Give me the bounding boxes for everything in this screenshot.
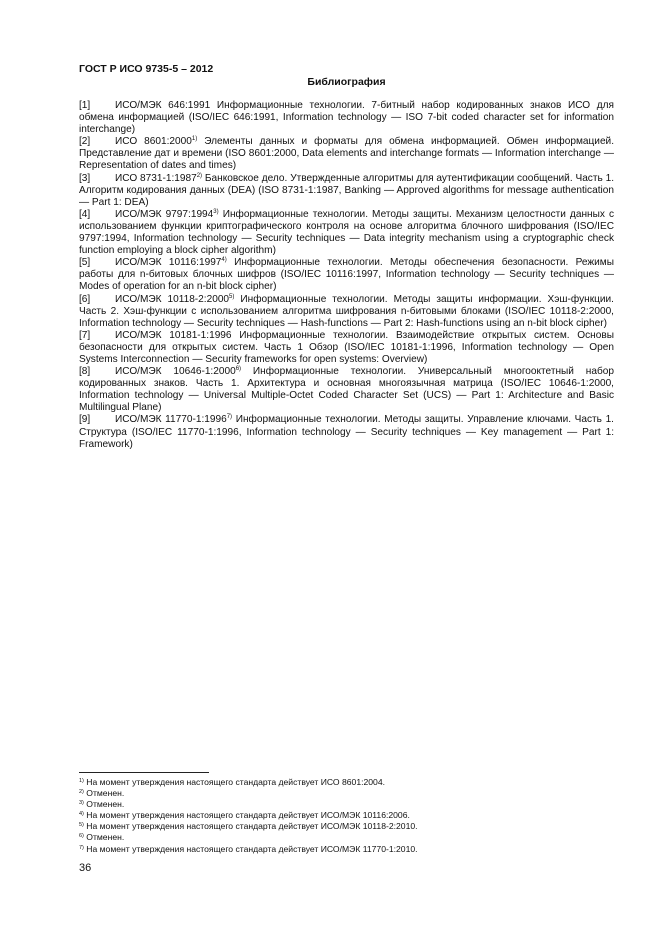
footnote-ref: 4) (221, 257, 227, 264)
footnote-mark: 7) (79, 844, 84, 851)
entry-text: Информационные технологии. Методы защиты. Механизм целостности данных с использованием функции криптографического контроля на основе алгоритма блочного шифрования (ISO/IEC 9797:1994, Information technology — Security techniques — Data integrity mechanism using a cryptographic check function employing a block cipher algorithm) (79, 208, 614, 257)
footnote-text: На момент утверждения настоящего стандарта действует ИСО/МЭК 10118-2:2010. (83, 821, 418, 832)
entry-number: [3] (79, 172, 91, 184)
footnote-mark: 2) (79, 789, 84, 796)
entry-number: [9] (79, 414, 91, 426)
entry-text: Информационные технологии. Взаимодействие открытых систем. Основы безопасности для открытых систем. Часть 1 Обзор (ISO/IEC 10181-1:1996, Information technology — Open Systems Interconnection — Security frameworks for open systems: Overview) (79, 329, 614, 365)
entry-code: ИСО/МЭК 11770-1:1996 (115, 414, 227, 426)
entry-text: Информационные технологии. Универсальный многооктетный набор кодированных знаков. Часть 1. Архитектура и основная многоязычная матрица (ISO/IEC 10646-1:2000, Information technology — Universal Multiple-Octet Coded Character Set (UCS) — Part 1: Architecture and Basic Multilingual Plane) (79, 366, 614, 414)
bibliography-entry (79, 100, 614, 136)
entry-code: ИСО/МЭК 10118-2:2000 (115, 293, 230, 305)
footnote (79, 810, 418, 821)
document-header: ГОСТ Р ИСО 9735-5 – 2012 (79, 63, 214, 75)
page-number: 36 (79, 862, 92, 874)
bibliography-entry (79, 330, 614, 366)
footnote-mark: 3) (79, 800, 84, 807)
bibliography-list (79, 100, 614, 451)
footnote-ref: 1) (191, 136, 198, 143)
footnote-ref: 2) (196, 172, 203, 179)
entry-number: [1] (79, 100, 91, 111)
bibliography-entry (79, 414, 614, 450)
entry-code: ИСО 8731-1:1987 (115, 172, 197, 184)
footnote-mark: 4) (79, 811, 84, 818)
footnote-ref: 3) (213, 208, 219, 215)
entry-number: [2] (79, 136, 91, 148)
footnote (79, 788, 418, 799)
entry-code: ИСО/МЭК 10181-1:1996 (115, 329, 232, 341)
footnote-text: Отменен. (83, 832, 125, 843)
entry-code: ИСО/МЭК 10116:1997 (115, 257, 222, 269)
footnote-text: На момент утверждения настоящего стандарта действует ИСО/МЭК 11770-1:2010. (83, 843, 418, 854)
entry-number: [6] (79, 293, 91, 305)
footnote-text: Отменен. (83, 799, 125, 810)
footnote-text: На момент утверждения настоящего стандарта действует ИСО 8601:2004. (83, 777, 385, 787)
footnote-ref: 5) (229, 293, 235, 300)
bibliography-entry (79, 173, 614, 209)
footnote-text: Отменен. (83, 788, 125, 799)
bibliography-entry (79, 294, 614, 330)
entry-number: [4] (79, 208, 91, 220)
footnote (79, 844, 418, 855)
page-title: Библиография (307, 76, 386, 88)
footnote (79, 799, 418, 810)
bibliography-entry (79, 366, 614, 414)
entry-number: [8] (79, 366, 91, 378)
entry-code: ИСО/МЭК 10646-1:2000 (115, 366, 236, 378)
footnote (79, 777, 418, 788)
footnote-mark: 1) (79, 778, 84, 784)
entry-text: Банковское дело. Утвержденные алгоритмы для аутентификации сообщений. Часть 1. Алгоритм кодирования данных (DEA) (ISO 8731-1:1987, Banking — Approved algorithms for message authentication — Part 1: DEA) (79, 172, 615, 208)
footnote-text: На момент утверждения настоящего стандарта действует ИСО/МЭК 10116:2006. (83, 810, 410, 821)
footnote-ref: 7) (226, 414, 233, 421)
footnote (79, 832, 418, 843)
entry-text: Информационные технологии. Методы защиты информации. Хэш-функции. Часть 2. Хэш-функции с использованием алгоритма шифрования n-битовыми блоками (ISO/IEC 10118-2:2000, Information technology — Security techniques — Hash-functions — Part 2: Hash-functions using an n-bit block cipher) (79, 293, 614, 329)
entry-number: [7] (79, 329, 91, 341)
entry-code: ИСО/МЭК 646:1991 (115, 100, 211, 111)
footnotes (79, 777, 418, 855)
bibliography-entry (79, 136, 614, 172)
entry-text: Информационные технологии. 7-битный набор кодированных знаков ИСО для обмена информацией (ISO/IEC 646:1991, Information technology — ISO 7-bit coded character set for information interchange) (79, 100, 614, 136)
footnote-divider (79, 772, 209, 773)
bibliography-entry (79, 209, 614, 257)
entry-number: [5] (79, 257, 91, 269)
entry-code: ИСО 8601:2000 (115, 136, 192, 148)
entry-text: Информационные технологии. Методы защиты. Управление ключами. Часть 1. Структура (ISO/IEC 11770-1:1996, Information technology — Security techniques — Key management — Part 1: Framework) (79, 414, 614, 450)
footnote-ref: 6) (235, 366, 242, 373)
bibliography-entry (79, 257, 614, 293)
entry-code: ИСО/МЭК 9797:1994 (115, 208, 214, 220)
footnote-mark: 6) (79, 833, 84, 840)
footnote (79, 821, 418, 832)
entry-text: Элементы данных и форматы для обмена информацией. Обмен информацией. Представление дат и времени (ISO 8601:2000, Data elements and interchange formats — Information interchange — Representation of dates and times) (79, 136, 614, 172)
footnote-mark: 5) (79, 822, 84, 829)
entry-text: Информационные технологии. Методы обеспечения безопасности. Режимы работы для n-битовых блочных шифров (ISO/IEC 10116:1997, Information technology — Security techniques — Modes of operation for an n-bit block cipher) (79, 257, 615, 293)
